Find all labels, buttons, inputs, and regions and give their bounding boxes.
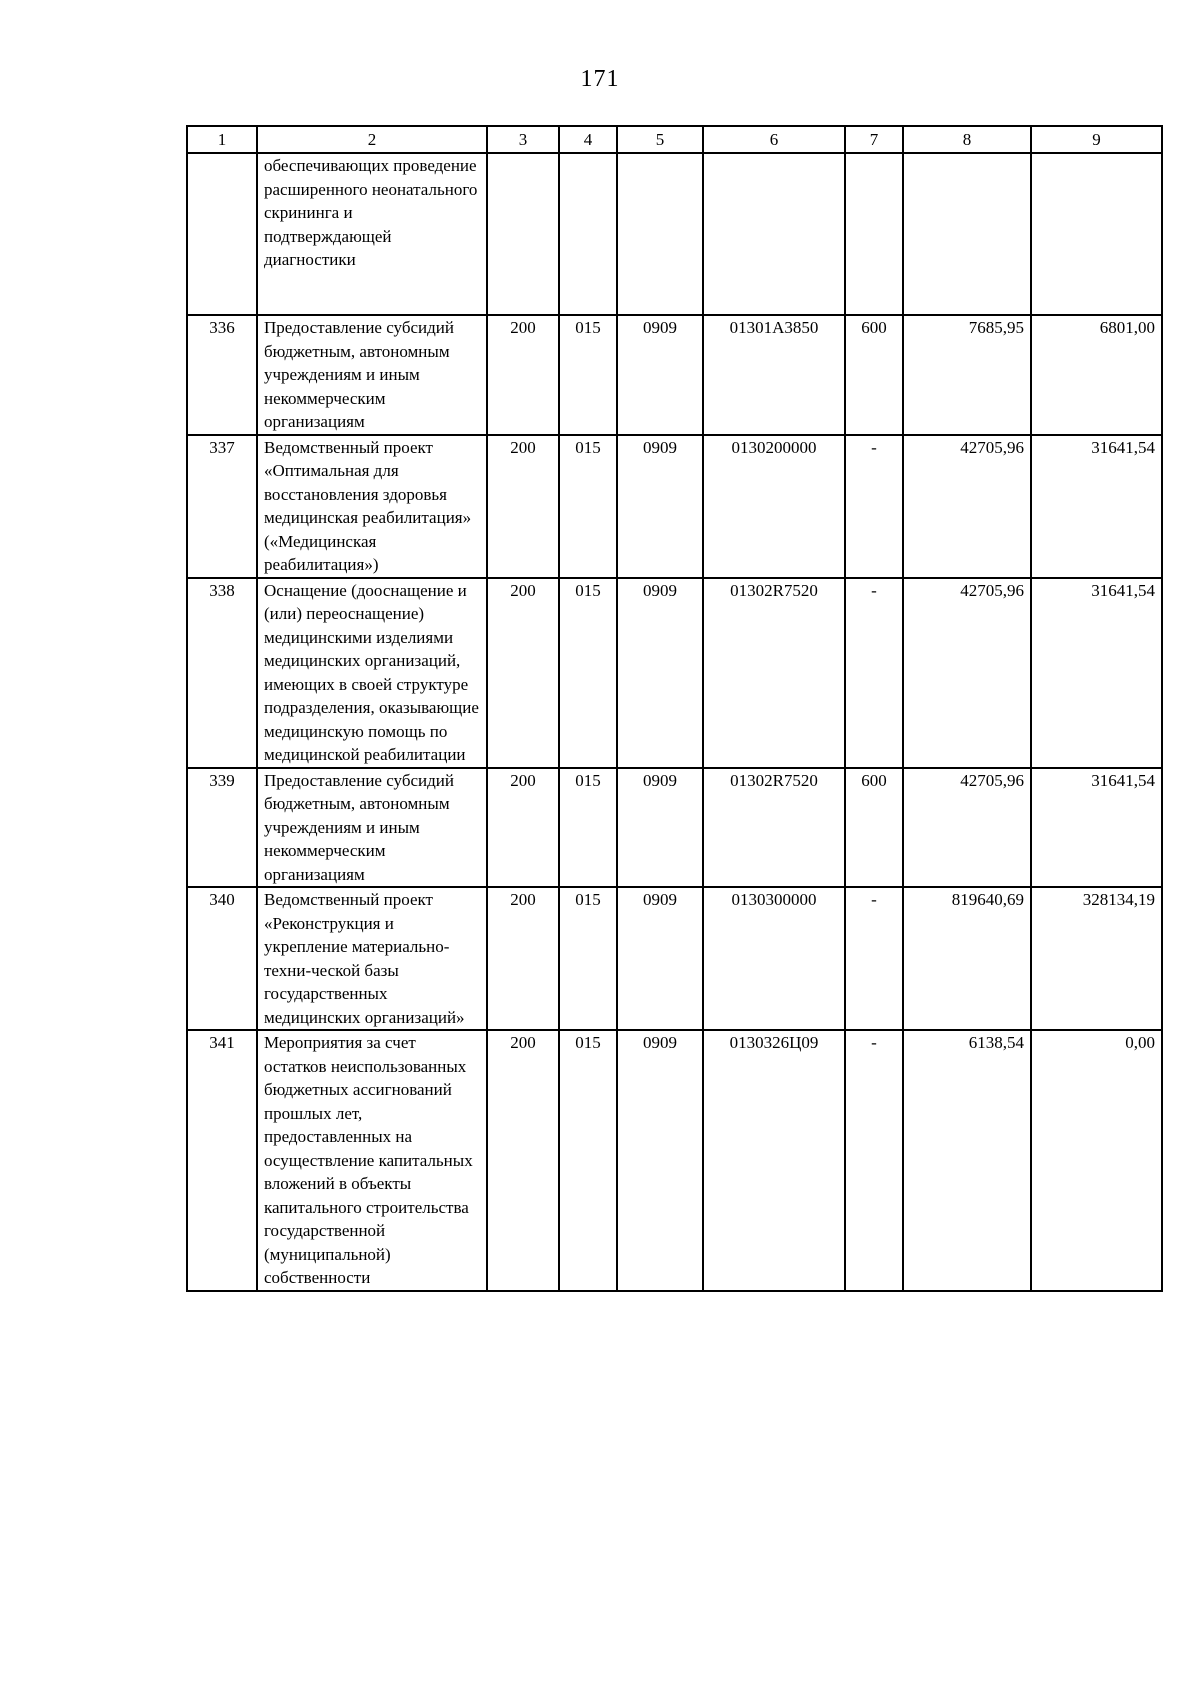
row-number: 340 xyxy=(187,887,257,1030)
table-row xyxy=(187,153,1162,315)
row-grbs xyxy=(487,153,559,315)
row-target: 0130200000 xyxy=(703,435,845,578)
row-amount-2: 6801,00 xyxy=(1031,315,1162,435)
row-name: Оснащение (дооснащение и (или) переоснащение) медицинскими изделиями медицинских организаций, имеющих в своей структуре подразделения, оказывающие медицинскую помощь по медицинской реабилитации xyxy=(257,578,487,768)
header-row xyxy=(187,126,1162,153)
table-row xyxy=(187,435,1162,578)
row-amount-2 xyxy=(1031,153,1162,315)
row-section: 015 xyxy=(559,1030,617,1291)
row-section: 015 xyxy=(559,768,617,888)
row-subsection xyxy=(617,153,703,315)
row-grbs: 200 xyxy=(487,768,559,888)
row-amount-1: 42705,96 xyxy=(903,578,1031,768)
row-amount-1: 6138,54 xyxy=(903,1030,1031,1291)
page-number: 171 xyxy=(580,66,620,92)
header-col-2: 2 xyxy=(257,126,487,153)
row-target: 0130326Ц09 xyxy=(703,1030,845,1291)
row-expense-type: 600 xyxy=(845,315,903,435)
row-subsection: 0909 xyxy=(617,315,703,435)
row-target: 01302R7520 xyxy=(703,768,845,888)
table-header xyxy=(187,126,1162,153)
budget-table xyxy=(186,125,1163,1292)
table-row xyxy=(187,887,1162,1030)
row-subsection: 0909 xyxy=(617,768,703,888)
row-subsection: 0909 xyxy=(617,887,703,1030)
row-expense-type: 600 xyxy=(845,768,903,888)
row-section: 015 xyxy=(559,435,617,578)
row-target: 01302R7520 xyxy=(703,578,845,768)
row-amount-2: 328134,19 xyxy=(1031,887,1162,1030)
row-number: 338 xyxy=(187,578,257,768)
header-col-5: 5 xyxy=(617,126,703,153)
header-col-7: 7 xyxy=(845,126,903,153)
row-grbs: 200 xyxy=(487,315,559,435)
header-col-3: 3 xyxy=(487,126,559,153)
row-amount-2: 0,00 xyxy=(1031,1030,1162,1291)
row-number: 341 xyxy=(187,1030,257,1291)
row-grbs: 200 xyxy=(487,435,559,578)
row-target xyxy=(703,153,845,315)
row-expense-type: - xyxy=(845,1030,903,1291)
row-name: Ведомственный проект «Оптимальная для восстановления здоровья медицинская реабилитация» («Медицинская реабилитация») xyxy=(257,435,487,578)
row-expense-type: - xyxy=(845,887,903,1030)
row-target: 0130300000 xyxy=(703,887,845,1030)
row-name: Предоставление субсидий бюджетным, автономным учреждениям и иным некоммерческим организациям xyxy=(257,315,487,435)
row-target: 01301А3850 xyxy=(703,315,845,435)
row-section xyxy=(559,153,617,315)
row-name: обеспечивающих проведение расширенного неонатального скрининга и подтверждающей диагностики xyxy=(257,153,487,315)
row-expense-type: - xyxy=(845,435,903,578)
header-col-6: 6 xyxy=(703,126,845,153)
row-grbs: 200 xyxy=(487,887,559,1030)
row-amount-1: 42705,96 xyxy=(903,435,1031,578)
row-name: Мероприятия за счет остатков неиспользованных бюджетных ассигнований прошлых лет, предоставленных на осуществление капитальных вложений в объекты капитального строительства государственной (муниципальной) собственности xyxy=(257,1030,487,1291)
table-row xyxy=(187,1030,1162,1291)
table-body xyxy=(187,153,1162,1291)
row-amount-2: 31641,54 xyxy=(1031,435,1162,578)
row-number: 339 xyxy=(187,768,257,888)
header-col-8: 8 xyxy=(903,126,1031,153)
row-subsection: 0909 xyxy=(617,1030,703,1291)
row-expense-type: - xyxy=(845,578,903,768)
table-row xyxy=(187,315,1162,435)
row-amount-1: 7685,95 xyxy=(903,315,1031,435)
row-grbs: 200 xyxy=(487,578,559,768)
table-row xyxy=(187,768,1162,888)
header-col-4: 4 xyxy=(559,126,617,153)
row-amount-1: 42705,96 xyxy=(903,768,1031,888)
row-amount-2: 31641,54 xyxy=(1031,578,1162,768)
row-expense-type xyxy=(845,153,903,315)
row-section: 015 xyxy=(559,315,617,435)
row-amount-2: 31641,54 xyxy=(1031,768,1162,888)
row-amount-1 xyxy=(903,153,1031,315)
header-col-9: 9 xyxy=(1031,126,1162,153)
header-col-1: 1 xyxy=(187,126,257,153)
table-row xyxy=(187,578,1162,768)
row-name: Ведомственный проект «Реконструкция и укрепление материально-техни-ческой базы государственных медицинских организаций» xyxy=(257,887,487,1030)
row-amount-1: 819640,69 xyxy=(903,887,1031,1030)
row-number: 336 xyxy=(187,315,257,435)
row-section: 015 xyxy=(559,578,617,768)
row-section: 015 xyxy=(559,887,617,1030)
row-subsection: 0909 xyxy=(617,578,703,768)
row-subsection: 0909 xyxy=(617,435,703,578)
row-number xyxy=(187,153,257,315)
row-name: Предоставление субсидий бюджетным, автономным учреждениям и иным некоммерческим организациям xyxy=(257,768,487,888)
row-grbs: 200 xyxy=(487,1030,559,1291)
row-number: 337 xyxy=(187,435,257,578)
